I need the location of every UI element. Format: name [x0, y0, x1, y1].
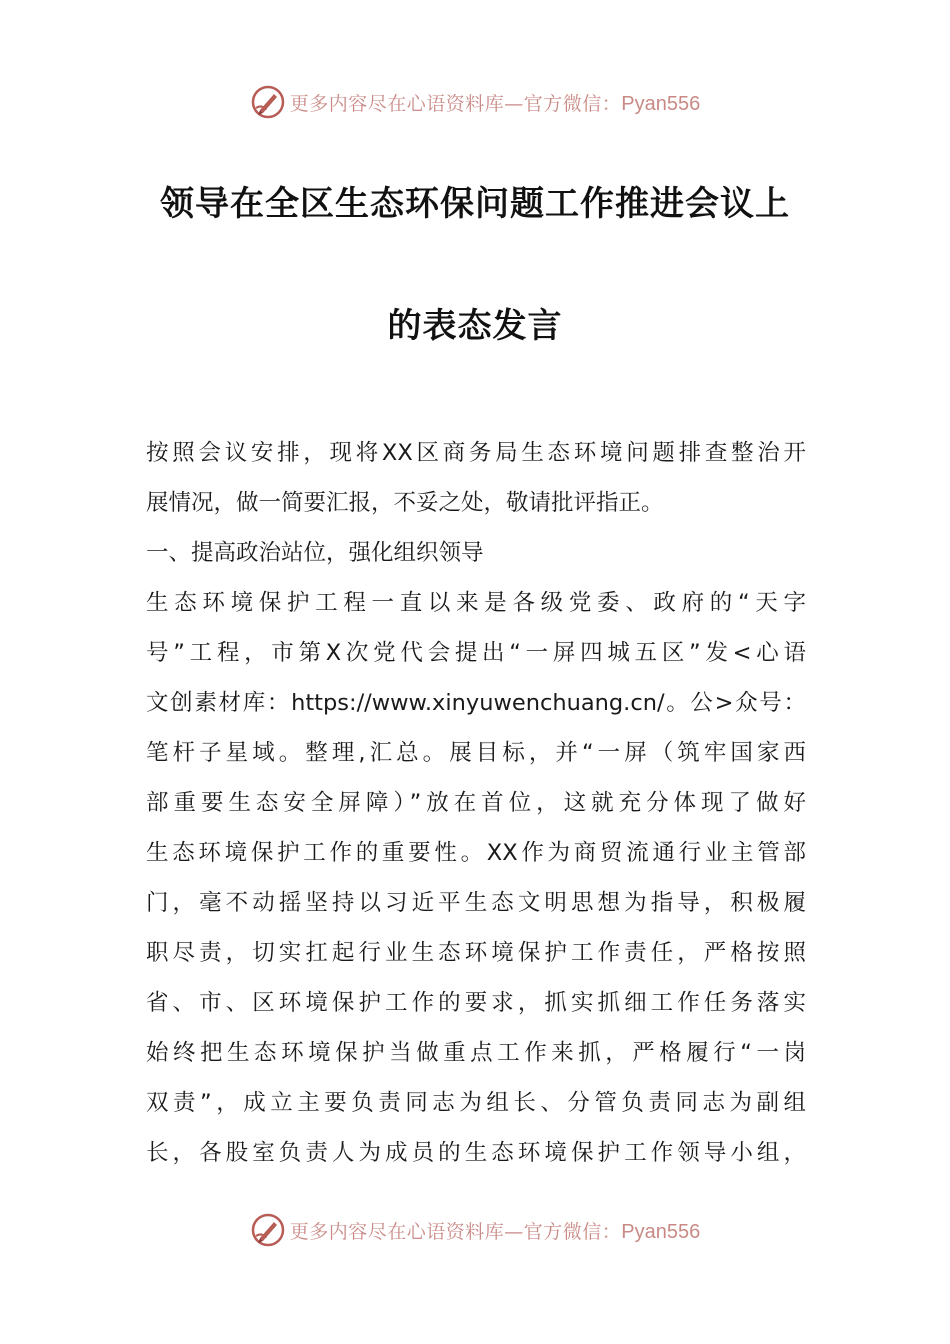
- section-heading: 一、提高政治站位，强化组织领导: [146, 540, 484, 566]
- body-line: 号”工程，市第X次党代会提出“一屏四城五区”发<心语: [146, 640, 806, 666]
- watermark-text: 更多内容尽在心语资料库—官方微信：Pyan556: [289, 1220, 701, 1243]
- body-line: 文创素材库：https://www.xinyuwenchuang.cn/。公>众号：: [146, 690, 806, 716]
- body-line: 生态环境保护工作的重要性。XX作为商贸流通行业主管部: [146, 840, 806, 866]
- body-line: 生态环境保护工程一直以来是各级党委、政府的“天字: [146, 590, 806, 616]
- body-line: 笔杆子星域。整理,汇总。展目标，并“一屏（筑牢国家西: [146, 740, 806, 766]
- body-line: 职尽责，切实扛起行业生态环境保护工作责任，严格按照: [146, 940, 806, 966]
- body-line: 门，毫不动摇坚持以习近平生态文明思想为指导，积极履: [146, 890, 806, 916]
- pen-logo-icon: [250, 84, 286, 120]
- body-line: 展情况，做一简要汇报，不妥之处，敬请批评指正。: [146, 490, 664, 516]
- footer-watermark-banner: [0, 1210, 950, 1250]
- body-line: 双责”，成立主要负责同志为组长、分管负责同志为副组: [146, 1090, 806, 1116]
- body-line: 长，各股室负责人为成员的生态环境保护工作领导小组，: [146, 1140, 806, 1166]
- document-title-line-2: 的表态发言: [387, 306, 563, 346]
- document-title-line-1: 领导在全区生态环保问题工作推进会议上: [160, 184, 790, 224]
- document-body: [146, 428, 806, 1178]
- pen-logo-icon: [250, 1212, 286, 1248]
- header-watermark-banner: [0, 82, 950, 122]
- watermark-text: 更多内容尽在心语资料库—官方微信：Pyan556: [289, 92, 701, 115]
- body-line: 部重要生态安全屏障）”放在首位，这就充分体现了做好: [146, 790, 806, 816]
- body-line: 按照会议安排，现将XX区商务局生态环境问题排查整治开: [146, 440, 806, 466]
- body-line: 省、市、区环境保护工作的要求，抓实抓细工作任务落实: [146, 990, 806, 1016]
- body-line: 始终把生态环境保护当做重点工作来抓，严格履行“一岗: [146, 1040, 806, 1066]
